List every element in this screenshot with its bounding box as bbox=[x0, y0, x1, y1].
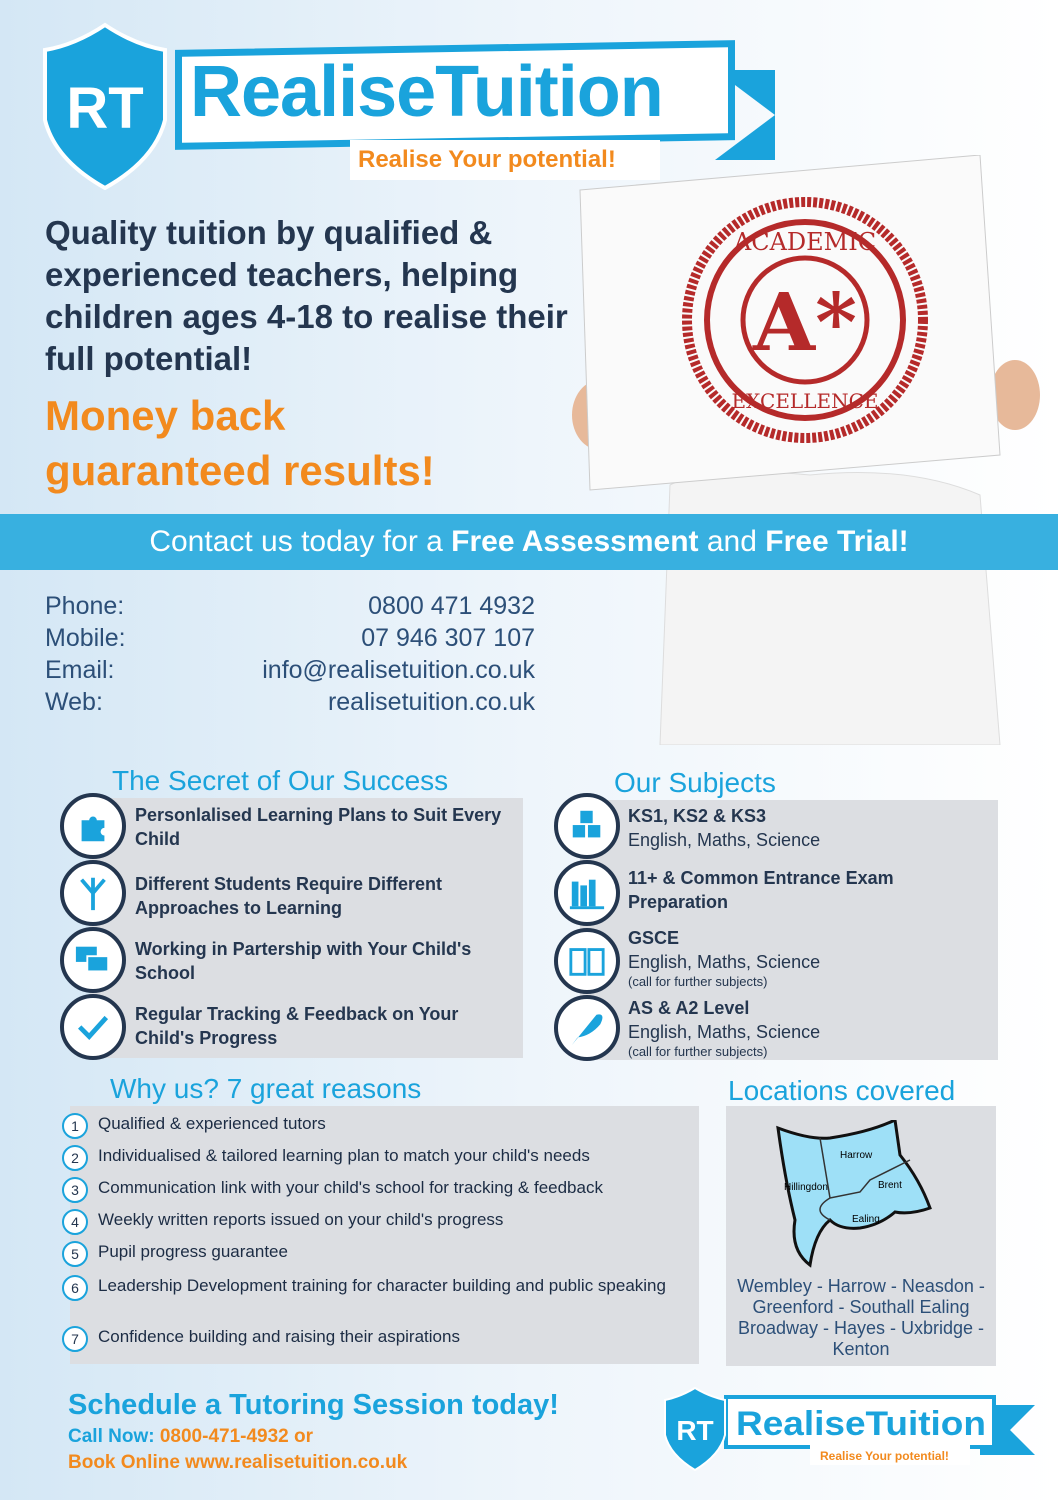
reason-item: 2 Individualised & tailored learning plan to match your child's needs bbox=[62, 1145, 697, 1171]
shield-logo-icon bbox=[35, 20, 175, 190]
mobile-value[interactable]: 07 946 307 107 bbox=[361, 624, 535, 652]
locations-map bbox=[770, 1120, 940, 1270]
success-title: The Secret of Our Success bbox=[112, 765, 449, 796]
svg-text:RT: RT bbox=[66, 76, 144, 141]
success-item: Working in Partership with Your Child's School bbox=[135, 939, 472, 983]
locations-list: Wembley - Harrow - Neasdon - Greenford - Southall Ealing Broadway - Hayes - Uxbridge - Kenton bbox=[737, 1276, 985, 1359]
reason-item: 3 Communication link with your child's school for tracking & feedback bbox=[62, 1177, 697, 1203]
svg-text:EXCELLENCE: EXCELLENCE bbox=[731, 389, 879, 413]
footer-logo bbox=[660, 1385, 1040, 1475]
subjects-title: Our Subjects bbox=[614, 767, 776, 798]
svg-text:A*: A* bbox=[753, 275, 857, 369]
quill-icon bbox=[554, 995, 620, 1061]
call-number[interactable]: 0800-471-4932 or bbox=[159, 1426, 314, 1447]
svg-text:Hillingdon: Hillingdon bbox=[784, 1182, 828, 1193]
svg-text:ACADEMIC: ACADEMIC bbox=[733, 228, 877, 256]
svg-text:Harrow: Harrow bbox=[840, 1150, 873, 1161]
svg-text:RealiseTuition: RealiseTuition bbox=[736, 1405, 986, 1443]
reason-item: 5 Pupil progress guarantee bbox=[62, 1241, 697, 1267]
books-icon bbox=[554, 860, 620, 926]
logo-brand: RealiseTuition bbox=[190, 52, 663, 132]
phone-value[interactable]: 0800 471 4932 bbox=[368, 592, 535, 620]
reason-item: 7 Confidence building and raising their aspirations bbox=[62, 1326, 697, 1352]
contact-banner: Contact us today for a Free Assessment and Free Trial! bbox=[0, 514, 1058, 570]
checkmark-icon bbox=[60, 994, 126, 1060]
web-label: Web: bbox=[45, 688, 103, 716]
success-item: Different Students Require Different Approaches to Learning bbox=[135, 874, 443, 918]
email-label: Email: bbox=[45, 656, 115, 684]
success-item: Regular Tracking & Feedback on Your Child's Progress bbox=[135, 1004, 459, 1048]
svg-text:Ealing: Ealing bbox=[852, 1214, 880, 1225]
reasons-title: Why us? 7 great reasons bbox=[110, 1073, 422, 1104]
book-online-link[interactable]: Book Online www.realisetuition.co.uk bbox=[68, 1452, 408, 1473]
svg-text:Realise Your potential!: Realise Your potential! bbox=[820, 1449, 949, 1463]
svg-text:RT: RT bbox=[676, 1415, 714, 1446]
phone-label: Phone: bbox=[45, 592, 125, 620]
schedule-title: Schedule a Tutoring Session today! bbox=[68, 1389, 559, 1421]
reason-item: 4 Weekly written reports issued on your child's progress bbox=[62, 1209, 697, 1235]
abc-blocks-icon bbox=[554, 793, 620, 859]
headline: Quality tuition by qualified & experienced teachers, helping children ages 4-18 to realise their full potential! bbox=[45, 214, 568, 377]
reason-item: 6 Leadership Development training for character building and public speaking bbox=[62, 1275, 697, 1301]
svg-text:Brent: Brent bbox=[878, 1180, 902, 1191]
subject-item: GSCE English, Maths, Science (call for further subjects) bbox=[628, 928, 821, 989]
contact-details bbox=[45, 590, 535, 718]
chat-bubbles-icon bbox=[60, 927, 126, 993]
branch-arrows-icon bbox=[60, 860, 126, 926]
puzzle-icon bbox=[60, 793, 126, 859]
email-link[interactable]: info@realisetuition.co.uk bbox=[262, 656, 535, 684]
locations-title: Locations covered bbox=[728, 1075, 956, 1106]
guarantee-text: Money back guaranteed results! bbox=[45, 392, 435, 494]
subject-item: KS1, KS2 & KS3 English, Maths, Science bbox=[628, 806, 821, 850]
subject-item: AS & A2 Level English, Maths, Science (call for further subjects) bbox=[628, 998, 821, 1059]
logo-tagline: Realise Your potential! bbox=[358, 146, 616, 173]
web-link[interactable]: realisetuition.co.uk bbox=[327, 688, 535, 716]
call-info: Call Now: 0800-471-4932 or Book Online www.realisetuition.co.uk bbox=[68, 1424, 407, 1476]
open-book-icon bbox=[554, 928, 620, 994]
success-item: Personlalised Learning Plans to Suit Every Child bbox=[135, 805, 502, 849]
child-holding-sign-photo bbox=[560, 155, 1058, 745]
reason-item: 1 Qualified & experienced tutors bbox=[62, 1113, 697, 1139]
mobile-label: Mobile: bbox=[45, 624, 126, 652]
subject-item: 11+ & Common Entrance Exam Preparation bbox=[628, 868, 894, 912]
